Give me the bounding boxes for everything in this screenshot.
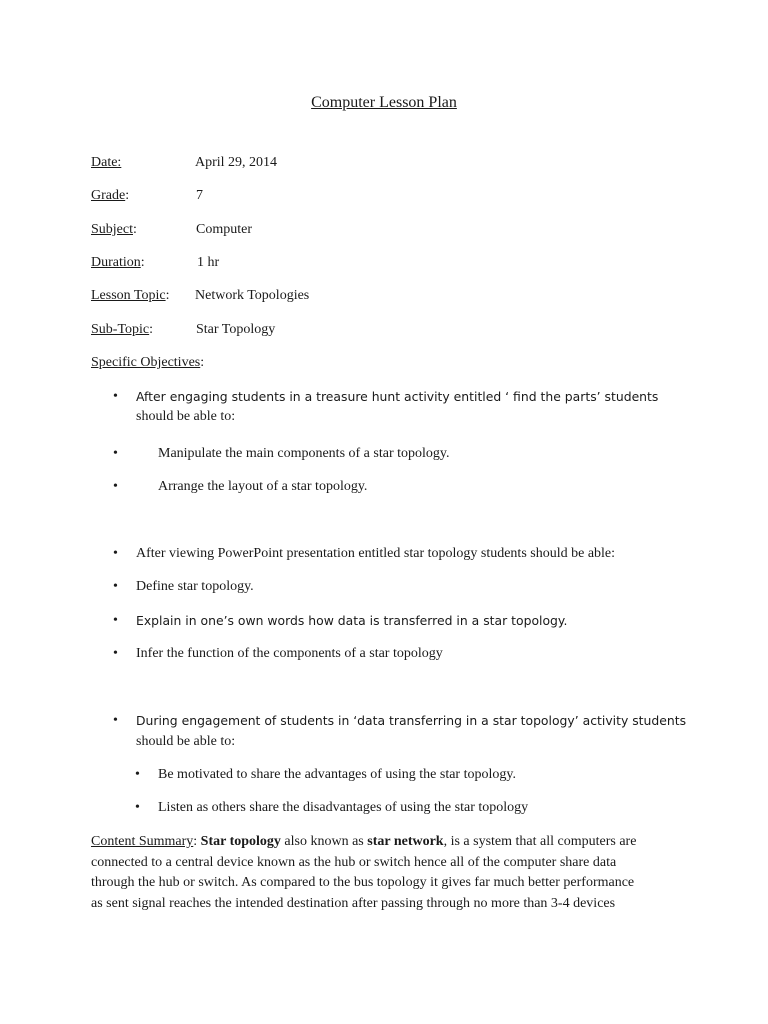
bullet-marker: • (113, 713, 118, 728)
objective-item-text: Manipulate the main components of a star topology. (158, 446, 450, 461)
lesson-topic-label: Lesson Topic (91, 288, 166, 303)
objective-item-text: Define star topology. (136, 579, 254, 594)
date-value: April 29, 2014 (195, 155, 278, 170)
lesson-topic-value: Network Topologies (195, 288, 310, 303)
bullet-marker: • (113, 446, 118, 461)
content-summary-colon: : (193, 834, 201, 849)
grade-colon: : (125, 188, 130, 203)
lesson-topic-colon: : (165, 288, 170, 303)
duration-label: Duration (91, 255, 141, 270)
grade-field (91, 186, 203, 206)
star-network-term: star network (367, 834, 444, 849)
bullet-marker: • (135, 767, 140, 782)
objective-item-text: Arrange the layout of a star topology. (158, 479, 368, 494)
specific-objectives-label: Specific Objectives (91, 355, 201, 370)
bullet-marker: • (113, 546, 118, 561)
objective-intro-continuation: should be able to: (136, 734, 236, 749)
star-topology-term: Star topology (200, 834, 281, 849)
objective-item-text: Explain in one’s own words how data is transferred in a star topology. (136, 613, 568, 628)
content-summary-line (91, 832, 691, 853)
content-summary-label: Content Summary (91, 834, 194, 849)
content-summary-line: as sent signal reaches the intended destination after passing through no more than 3-4 devices (91, 895, 616, 911)
summary-text: also known as (280, 834, 368, 849)
summary-text: , is a system that all computers are (443, 834, 637, 849)
subject-field (91, 220, 252, 240)
objective-item-text: Listen as others share the disadvantages of using the star topology (158, 800, 529, 815)
page-title: Computer Lesson Plan (311, 94, 457, 111)
sub-topic-field (91, 320, 276, 340)
bullet-marker: • (113, 479, 118, 494)
bullet-marker: • (113, 389, 118, 404)
date-label: Date: (91, 155, 122, 170)
date-field (91, 153, 278, 173)
sub-topic-value: Star Topology (196, 322, 276, 337)
duration-field (91, 253, 220, 273)
grade-label: Grade (91, 188, 126, 203)
subject-value: Computer (196, 222, 252, 237)
specific-objectives-colon: : (200, 355, 205, 370)
objective-intro-line: After engaging students in a treasure hunt activity entitled ‘ find the parts’ students (136, 389, 659, 404)
duration-value: 1 hr (197, 255, 220, 270)
bullet-marker: • (113, 579, 118, 594)
objective-intro-line: After viewing PowerPoint presentation entitled star topology students should be able: (136, 546, 616, 561)
duration-colon: : (140, 255, 145, 270)
content-summary (91, 832, 691, 914)
lesson-topic-field (91, 286, 310, 306)
content-summary-line: connected to a central device known as the hub or switch hence all of the computer share data (91, 854, 617, 870)
sub-topic-label: Sub-Topic (91, 322, 150, 337)
content-summary-line: through the hub or switch. As compared to the bus topology it gives far much better performance (91, 875, 635, 890)
bullet-marker: • (135, 800, 140, 815)
bullet-marker: • (113, 646, 118, 661)
specific-objectives-heading (91, 353, 204, 373)
sub-topic-colon: : (149, 322, 154, 337)
objective-intro-continuation: should be able to: (136, 409, 236, 424)
objective-item-text: Be motivated to share the advantages of using the star topology. (158, 767, 516, 782)
subject-colon: : (133, 222, 137, 237)
objective-intro-line: During engagement of students in ‘data transferring in a star topology’ activity students (136, 713, 687, 728)
objective-item-text: Infer the function of the components of a star topology (136, 646, 443, 661)
bullet-marker: • (113, 613, 118, 628)
grade-value: 7 (196, 188, 203, 203)
subject-label: Subject (91, 222, 133, 237)
